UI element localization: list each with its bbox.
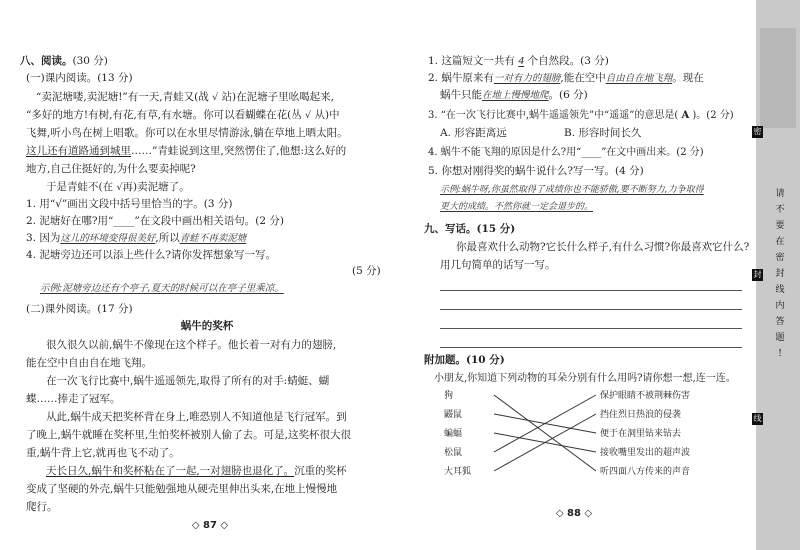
seal-mark: 线 (753, 414, 762, 423)
question-r5: 5. 你想对刚得奖的蜗牛说什么?写一写。(4 分) (428, 165, 644, 177)
ear-function-label: 保护眼睛不被荆棘伤害 (600, 391, 691, 401)
seal-notice-char: ! (778, 349, 782, 359)
match-line (494, 395, 596, 452)
seal-notice-char: 密 (775, 253, 785, 263)
seal-notice-char: 内 (775, 301, 785, 311)
seal-notice-char: 请 (775, 189, 785, 199)
story-line: 从此,蜗牛成天把奖杯背在身上,唯恐别人不知道他是飞行冠军。到 (46, 411, 347, 423)
question-3: 3. 因为这儿的环境变得很美好,所以青蛙不再卖泥塘 (26, 232, 247, 244)
question-4-answer: 示例:泥塘旁边还有个亭子,夏天的时候可以在亭子里乘凉。 (40, 283, 284, 294)
story-line: 爬行。 (26, 501, 58, 513)
seal-notice-char: 不 (775, 205, 785, 215)
seal-notice-char: 答 (775, 317, 785, 327)
passage1-line6: 于是青蛙不(在 √再)卖泥塘了。 (46, 181, 190, 193)
section9-prompt: 用几句简单的话写一写。 (440, 259, 556, 271)
question-r2: 2. 蜗牛原来有一对有力的翅膀,能在空中自由自在地飞翔。现在 (428, 72, 704, 84)
seal-notice-char: 线 (775, 285, 785, 295)
story-title: 蜗牛的奖杯 (180, 320, 234, 332)
match-line (494, 395, 596, 471)
seal-notice (772, 186, 788, 362)
extra-prompt: 小朋友,你知道下列动物的耳朵分别有什么用吗?请你想一想,连一连。 (434, 373, 736, 384)
question-4: 4. 泥塘旁边还可以添上些什么?请你发挥想象写一写。 (26, 249, 276, 261)
strip-band (760, 28, 796, 128)
seal-mark: 封 (753, 270, 762, 279)
section9-prompt: 你最喜欢什么动物?它长什么样子,有什么习惯?你最喜欢它什么? (456, 241, 750, 253)
question-r5-answer: 示例:蜗牛呀,你虽然取得了成绩你也不能骄傲,要不断努力,力争取得 (440, 185, 704, 195)
seal-notice-char: 要 (775, 221, 785, 231)
story-line: 天长日久,蜗牛和奖杯粘在了一起,一对翅膀也退化了。沉重的奖杯 (46, 465, 347, 477)
part2-header: (二)课外阅读。(17 分) (26, 303, 133, 315)
ear-function-label: 挡住烈日热浪的侵袭 (600, 410, 682, 420)
question-r5-answer: 更大的成绩。不然你就一定会退步的。 (440, 202, 594, 212)
seal-notice-char: 封 (775, 269, 785, 279)
animal-label: 狗 (444, 391, 454, 401)
seal-notice-char: 在 (775, 237, 785, 247)
question-1: 1. 用“√”画出文段中括号里恰当的字。(3 分) (26, 198, 233, 210)
passage1-line4: 这儿还有道路通到城里……”青蛙说到这里,突然愣住了,他想:这么好的 (26, 145, 347, 157)
story-line: 蝶……捧走了冠军。 (26, 393, 121, 405)
story-line: 重,蜗牛背上它,就再也飞不动了。 (26, 447, 180, 459)
animal-label: 大耳狐 (444, 467, 472, 477)
question-2: 2. 泥塘好在哪?用“____”在文段中画出相关语句。(2 分) (26, 215, 284, 227)
passage1-line3: 飞舞,听小鸟在树上唱歌。你可以在水里尽情游泳,躺在草地上晒太阳。 (26, 127, 348, 139)
animal-label: 松鼠 (444, 448, 463, 458)
page-number: ◇ 88 ◇ (555, 508, 593, 519)
ear-function-label: 听四面八方传来的声音 (600, 467, 691, 477)
story-line: 变成了坚硬的外壳,蜗牛只能勉强地从硬壳里伸出头来,在地上慢慢地 (26, 483, 338, 495)
question-r1: 1. 这篇短文一共有 4 个自然段。(3 分) (428, 55, 609, 67)
part1-header: (一)课内阅读。(13 分) (26, 72, 133, 84)
matching-lines (414, 0, 756, 550)
passage1-line2: “多好的地方!有树,有花,有草,有水塘。你可以看蝴蝶在花(丛 √ 从)中 (26, 109, 340, 121)
page-number: ◇ 87 ◇ (191, 520, 229, 531)
seal-notice-char: 题 (775, 333, 785, 343)
section8-heading: 八、阅读。(30 分) (20, 55, 108, 67)
extra-heading: 附加题。(10 分) (424, 354, 505, 366)
question-r3-option-b: B. 形容时间长久 (564, 127, 642, 139)
animal-label: 蝙蝠 (444, 429, 463, 439)
section9-heading: 九、写话。(15 分) (424, 223, 516, 235)
passage1-line1: “卖泥塘喽,卖泥塘!”有一天,青蛙又(战 √ 站)在泥塘子里吆喝起来, (36, 91, 334, 103)
question-r3-option-a: A. 形容距离远 (440, 127, 507, 139)
passage1-line5: 地方,自己住挺好的,为什么要卖掉呢? (26, 163, 196, 175)
story-line: 在一次飞行比赛中,蜗牛遥遥领先,取得了所有的对手:蜻蜓、蝴 (46, 375, 330, 387)
question-r3: 3. “在一次飞行比赛中,蜗牛遥遥领先”中“遥遥”的意思是( A )。(2 分) (428, 110, 734, 121)
question-r2-cont: 蜗牛只能在地上慢慢地爬。(6 分) (440, 89, 588, 101)
question-r4: 4. 蜗牛不能飞翔的原因是什么?用“____”在文中画出来。(2 分) (428, 147, 704, 158)
ear-function-label: 接收嘴里发出的超声波 (600, 448, 691, 458)
ear-function-label: 便于在洞里钻来钻去 (600, 429, 682, 439)
animal-label: 鼹鼠 (444, 410, 463, 420)
seal-mark: 密 (753, 127, 762, 136)
question-4-points: (5 分) (352, 265, 381, 277)
match-line (494, 414, 596, 471)
story-line: 了晚上,蜗牛就睡在奖杯里,生怕奖杯被别人偷了去。可是,这奖杯很大很 (26, 429, 352, 441)
story-line: 能在空中自由自在地飞翔。 (26, 357, 152, 369)
answer-option-checked: 战 (198, 91, 209, 103)
right-page (414, 0, 756, 550)
story-line: 很久很久以前,蜗牛不像现在这个样子。他长着一对有力的翅膀, (46, 339, 337, 351)
